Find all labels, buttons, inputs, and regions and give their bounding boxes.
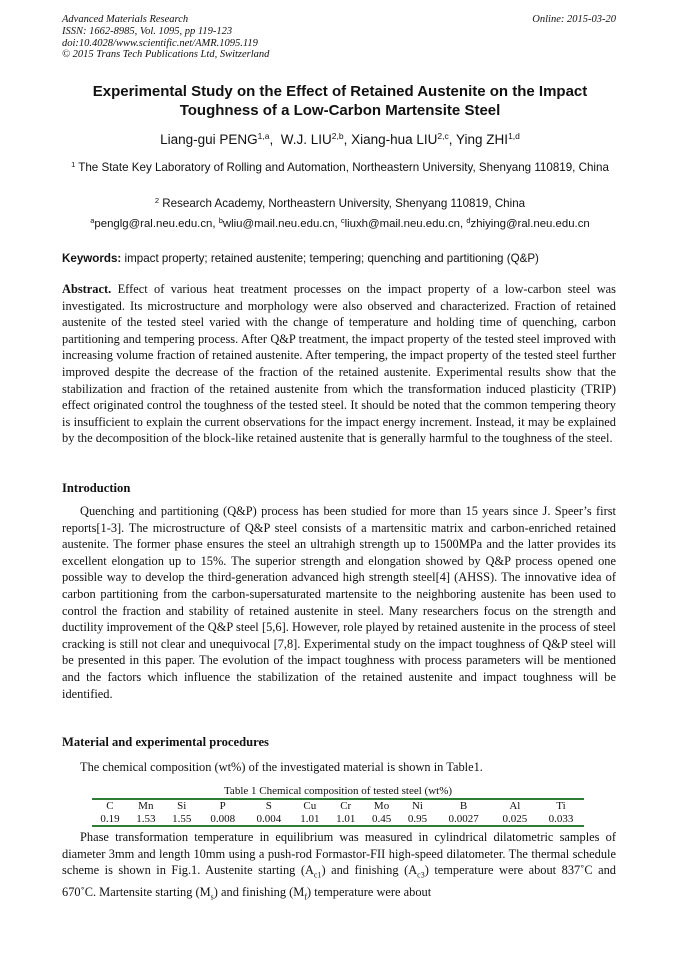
issn-line: ISSN: 1662-8985, Vol. 1095, pp 119-123 [62,25,233,37]
paper-title: Experimental Study on the Effect of Retained Austenite on the Impact Toughness of a Low-Carbon Martensite Steel [92,83,588,119]
table-header-cell: Mo [373,800,390,812]
table-row [92,813,584,827]
table-cell: 0.004 [256,812,282,825]
table-header-cell: Mn [138,800,154,812]
email-superscript: a [90,216,95,225]
table-header-row [92,799,584,813]
keywords-label: Keywords: [62,252,122,265]
author-superscript: 1,d [508,131,520,141]
author-list: Liang-gui PENG$^{1,a}$, W.J. LIU$^{2,b}$, Xiang-hua LIU$^{2,c}$, Ying ZHI$^{1,d}$ [160,131,520,147]
email-list: $^a$penglg@ral.neu.edu.cn, $^b$wliu@mail.neu.edu.cn, $^c$liuxh@mail.neu.edu.cn, $^d$zhiying@ral.neu.edu.cn [90,216,590,230]
composition-table-block [92,785,584,827]
email-link[interactable]: zhiying@ral.neu.edu.cn [470,218,590,230]
journal-header [62,14,618,61]
abstract-label: Abstract. [62,282,112,296]
table-cell: 0.95 [407,812,428,825]
email-link[interactable]: wliu@mail.neu.edu.cn [222,218,335,230]
author-superscript: 2,b [331,131,344,141]
materials-heading: Material and experimental procedures [62,735,269,749]
table-cell: 1.53 [136,812,156,825]
table-header-cell: Ti [556,800,566,812]
table-header-cell: C [106,800,114,812]
keywords-text: impact property; retained austenite; tempering; quenching and partitioning (Q&P) [124,252,539,265]
affiliation-superscript: 2 [154,196,160,205]
phase-transformation-text [62,829,616,906]
journal-name: Advanced Materials Research [62,14,189,25]
table-header-cell: Ni [411,800,423,812]
author-superscript: 2,c [437,131,449,141]
table-cell: 0.19 [100,812,120,825]
doi-line: doi:10.4028/www.scientific.net/AMR.1095.119 [62,37,258,49]
table-caption: Table 1 Chemical composition of tested steel (wt%) [223,785,453,797]
phase-subscript: c3 [417,870,425,880]
affiliation-text: Research Academy, Northeastern University, Shenyang 110819, China [162,197,526,210]
composition-table [92,798,584,827]
author-superscript: 1,a [257,131,270,141]
email-superscript: d [466,216,471,225]
phase-text-part: ) temperature were about 837˚C and 670˚C. Martensite starting (M [62,863,617,900]
table-header-cell: Si [177,800,187,812]
author-name: W.J. LIU [280,132,332,147]
author-name: Liang-gui PENG [160,132,258,147]
abstract-text: Effect of various heat treatment processes on the impact property of a low-carbon steel was investigated. Its microstructure and morphology were also observed and characterized. Fraction of retained austenite of the tested steel varied with the change of temperature and holding time of quenching, carbon partitioning and tempering process. After Q&P treatment, the impact property of the tested steel improved with increasing volume fraction of retained austenite. After tempering, the impact property of the tested steel further improved despite the decrease of the fraction of the retained austenite. Experimental results show that the stabilization and fraction of the retained austenite from which the transformation induced plasticity (TRIP) effect originated control the toughness of the tested steel. It should be noted that the common tempering theory is insufficient to explain the current observations for the impact energy increment. Instead, it may be explained by the decomposition of the block-like retained austenite that is generally harmful to the toughness of the steel. [62,282,616,446]
phase-text-part: ) and finishing (M [213,885,305,900]
affiliation-2 [62,193,618,212]
table-header-cell: Cr [340,800,352,812]
copyright-line: © 2015 Trans Tech Publications Ltd, Switzerland [62,49,270,61]
table-header-cell: B [459,800,468,812]
table-header-cell: S [265,800,272,812]
email-superscript: c [340,216,345,225]
table-cell: 1.55 [172,812,192,825]
table-cell: 0.025 [502,812,528,825]
abstract [62,281,616,447]
phase-text-part: ) temperature were about [306,885,432,900]
email-link[interactable]: penglg@ral.neu.edu.cn [94,218,213,230]
table-cell: 0.0027 [448,812,479,825]
introduction-heading: Introduction [62,481,131,495]
author-name: Xiang-hua LIU [351,132,438,147]
table-header-cell: P [219,800,226,812]
table-header-cell: Al [509,800,521,812]
email-superscript: b [218,216,223,225]
materials-intro-text: The chemical composition (wt%) of the investigated material is shown in Table1. [80,760,483,774]
table-cell: 0.45 [371,812,392,825]
email-link[interactable]: liuxh@mail.neu.edu.cn [344,218,461,230]
phase-subscript: c1 [313,870,322,880]
table-cell: 0.033 [548,812,574,825]
introduction-text: Quenching and partitioning (Q&P) process has been studied for more than 15 years since J. Speer’s first reports[1-3]. The microstructure of Q&P steel consists of a martensitic matrix and carbon-enriched retained austenite. The former phase ensures the steel an ultrahigh strength up to 1500MPa and the latter provides its excellent elongation up to 15%. The superior strength and elongation showed by Q&P process opened one possible way to develop the third-generation advanced high strength steel[4] (AHSS). The innovative idea of carbon partitioning from the carbon-supersaturated martensite to the neighboring austenite has been used to control the fraction and stability of retained austenite in steel. Many researchers focus on the strength and ductility improvement of the Q&P steel [5,6]. However, role played by retained austenite in the process of steel cracking is still not clear and unequivocal [7,8]. Experimental study on the impact toughness of Q&P steel will be presented in this paper. The evolution of the impact toughness with process parameters will be mentioned and the factors which influence the stabilization of the retained austenite and impact toughness will be identified. [62,504,616,701]
phase-subscript: f [304,892,307,902]
affiliation-superscript: 1 [71,160,76,169]
phase-text-part: Phase transformation temperature in equilibrium was measured in cylindrical dilatometric samples of diameter 3mm and length 10mm using a push-rod Formastor-FII high-speed dilatometer. The thermal schedule scheme is shown in Fig.1. Austenite starting (A [62,830,616,878]
affiliation-text: The State Key Laboratory of Rolling and Automation, Northeastern University, Shenyang 110819, China [78,161,609,174]
online-date: Online: 2015-03-20 [532,14,616,25]
author-name: Ying ZHI [456,132,509,147]
table-header-cell: Cu [303,800,317,812]
keywords [62,252,618,265]
table-cell: 1.01 [336,812,356,825]
phase-subscript: s [210,892,214,902]
affiliation-1 [62,157,618,176]
table-cell: 1.01 [300,812,320,825]
table-cell: 0.008 [210,812,236,825]
phase-text-part: ) and finishing (A [321,863,418,878]
